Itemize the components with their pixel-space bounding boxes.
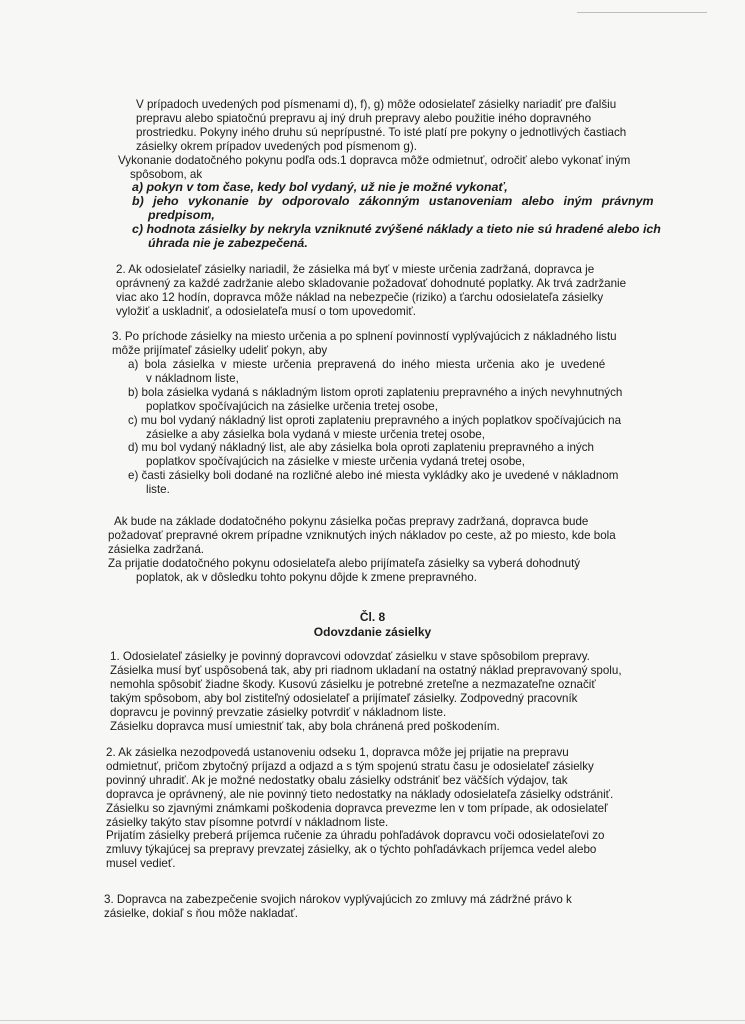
text-line: oprávnený za každé zadržanie alebo skladovanie požadovať dohodnuté poplatky. Ak trvá zadržanie bbox=[116, 276, 627, 290]
text-line: prepravu alebo spiatočnú prepravu aj iný druh prepravy alebo použitie iného dopravného bbox=[136, 111, 592, 125]
paragraph-2-detention bbox=[116, 263, 661, 319]
text-line: viac ako 12 hodín, dopravca môže náklad na nebezpečie (riziko) a ťarchu odosielateľa zásielky bbox=[116, 290, 604, 304]
text-line: odmietnuť, pričom zbytočný príjazd a odjazd a s tým spojenú stratu času je odosielateľ zásielky bbox=[106, 759, 594, 773]
text-line: Ak bude na základe dodatočného pokynu zásielka počas prepravy zadržaná, dopravca bude bbox=[114, 515, 589, 528]
text-line: zmluvy týkajúcej sa prepravy prevzatej zásielky, ak o týchto pohľadávkach príjemca vedel alebo bbox=[106, 843, 597, 857]
text-line: spôsobom, ak bbox=[130, 167, 203, 181]
text-line: môže prijímateľ zásielky udeliť pokyn, aby bbox=[112, 343, 328, 357]
text-line: poplatok, ak v dôsledku tohto pokynu dôjde k zmene prepravného. bbox=[136, 570, 477, 584]
list-item-continuation: poplatkov spočívajúcich na zásielke v mieste určenia vydaná tretej osobe, bbox=[146, 455, 525, 469]
text-line: 2. Ak zásielka nezodpovedá ustanoveniu odseku 1, dopravca môže jej prijatie na prepravu bbox=[106, 746, 569, 759]
paragraph-instructions-d-f-g bbox=[136, 98, 656, 154]
recipient-instructions-list bbox=[128, 358, 658, 497]
text-line: Zásielku so zjavnými známkami poškodenia dopravca prevezme len v tom prípade, ak odosielateľ bbox=[106, 801, 608, 815]
list-item: b) jeho vykonanie by odporovalo zákonným ustanoveniam alebo iným právnym bbox=[132, 193, 654, 208]
text-line: prostriedku. Pokyny iného druhu sú neprípustné. To isté platí pre pokyny o jednotlivých častiach bbox=[136, 125, 627, 139]
text-line: Prijatím zásielky preberá príjemca ručenie za úhradu pohľadávok dopravcu voči odosielateľovi zo bbox=[106, 829, 605, 843]
list-item: c) mu bol vydaný nákladný list oproti zaplateniu prepravného a iných poplatkov spočívajúcich na bbox=[128, 413, 622, 427]
refusal-conditions-list bbox=[132, 181, 662, 251]
list-item-continuation: zásielke a aby zásielka bola vydaná v mieste určenia tretej osobe, bbox=[146, 427, 485, 441]
paragraph-3-recipient-instructions bbox=[112, 330, 657, 358]
text-line: zásielky takýto stav písomne potvrdí v nákladnom liste. bbox=[106, 815, 389, 829]
paragraph-refusal-conditions bbox=[118, 154, 658, 182]
list-item: a) bola zásielka v mieste určenia prepravená do iného miesta určenia ako je uvedené bbox=[128, 358, 606, 371]
text-line: dopravca je oprávnený, ale nie povinný tieto nedostatky na náklady odosielateľa zásielky odstrániť. bbox=[106, 787, 614, 801]
text-line: takým spôsobom, aby bol zistiteľný odosielateľ a prijímateľ zásielky. Zodpovedný pracovník bbox=[110, 691, 578, 705]
list-item-continuation: predpisom, bbox=[148, 207, 215, 222]
text-line: 3. Po príchode zásielky na miesto určenia a po splnení povinností vyplývajúcich z nákladného listu bbox=[112, 330, 617, 343]
list-item-continuation: v nákladnom liste, bbox=[146, 371, 239, 385]
paragraph-1-handover bbox=[110, 650, 660, 733]
list-item: c) hodnota zásielky by nekryla vzniknuté zvýšené náklady a tieto nie sú hradené alebo ich bbox=[132, 221, 661, 236]
article-title: Odovzdanie zásielky bbox=[313, 625, 432, 639]
text-line: vyložiť a uskladniť, a odosielateľa musí o tom upovedomiť. bbox=[116, 304, 416, 318]
list-item: a) pokyn v tom čase, kedy bol vydaný, už nie je možné vykonať, bbox=[132, 180, 508, 194]
list-item-continuation: poplatkov spočívajúcich na zásielke určenia tretej osobe, bbox=[146, 399, 438, 413]
text-line: musel vedieť. bbox=[106, 857, 176, 871]
text-line: povinný uhradiť. Ak je možné nedostatky obalu zásielky odstrániť bez väčších výdajov, tak bbox=[106, 773, 568, 787]
text-line: zásielka zadržaná. bbox=[108, 542, 205, 556]
list-item: e) časti zásielky boli dodané na rozličné alebo iné miesta vykládky ako je uvedené v nákladnom bbox=[128, 469, 619, 483]
scan-bottom-edge bbox=[0, 1020, 745, 1021]
text-line: dopravcu je povinný prevzatie zásielky potvrdiť v nákladnom liste. bbox=[110, 705, 447, 719]
text-line: zásielky okrem prípadov uvedených pod písmenom g). bbox=[136, 139, 417, 153]
paragraph-2-non-compliance bbox=[106, 746, 661, 871]
list-item: b) bola zásielka vydaná s nákladným listom oproti zaplateniu prepravného a iných nevyhnutných bbox=[128, 385, 623, 399]
article-number: Čl. 8 bbox=[359, 610, 386, 624]
text-line: nemohla spôsobiť žiadne škody. Kusovú zásielku je potrebné zreteľne a nezmazateľne označiť bbox=[110, 677, 596, 691]
text-line: V prípadoch uvedených pod písmenami d), f), g) môže odosielateľ zásielky nariadiť pre ďalšiu bbox=[136, 98, 617, 111]
paragraph-detention-during-transport bbox=[108, 515, 653, 585]
text-line: požadovať prepravné okrem prípadne vzniknutých iných nákladov po ceste, až po miesto, kde bola bbox=[108, 528, 616, 542]
scan-edge-line bbox=[577, 12, 707, 13]
paragraph-3-lien bbox=[104, 893, 664, 921]
text-line: 2. Ak odosielateľ zásielky nariadil, že zásielka má byť v mieste určenia zadržaná, dopravca je bbox=[116, 263, 595, 276]
list-item-continuation: liste. bbox=[146, 483, 170, 497]
text-line: Zásielka musí byť uspôsobená tak, aby pri riadnom ukladaní na ostatný náklad prepravovaný spolu, bbox=[110, 663, 622, 677]
text-line: zásielke, dokiaľ s ňou môže nakladať. bbox=[104, 906, 298, 920]
text-line: Zásielku dopravca musí umiestniť tak, aby bola chránená pred poškodením. bbox=[110, 719, 500, 733]
list-item-continuation: úhrada nie je zabezpečená. bbox=[148, 235, 308, 250]
text-line: Za prijatie dodatočného pokynu odosielateľa alebo prijímateľa zásielky sa vyberá dohodnutý bbox=[108, 556, 581, 570]
list-item: d) mu bol vydaný nákladný list, ale aby zásielka bola oproti zaplateniu prepravného a iných bbox=[128, 441, 594, 455]
text-line: 1. Odosielateľ zásielky je povinný dopravcovi odovzdať zásielku v stave spôsobilom prepravy. bbox=[110, 650, 590, 663]
text-line: Vykonanie dodatočného pokynu podľa ods.1 dopravca môže odmietnuť, odročiť alebo vykonať iným bbox=[118, 154, 631, 167]
text-line: 3. Dopravca na zabezpečenie svojich nárokov vyplývajúcich zo zmluvy má zádržné právo k bbox=[104, 893, 572, 906]
